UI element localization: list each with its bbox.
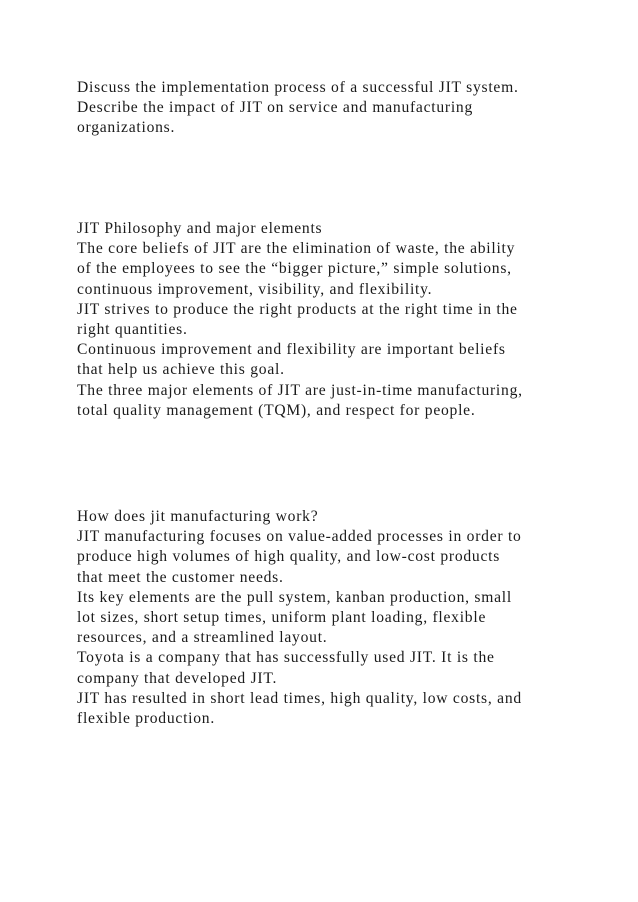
section-heading: JIT Philosophy and major elements — [77, 220, 323, 237]
paragraph-line: produce high volumes of high quality, and low-cost products — [77, 548, 501, 566]
prompt-line: Discuss the implementation process of a successful JIT system. — [77, 79, 519, 96]
paragraph-line: right quantities. — [77, 321, 188, 339]
paragraph-line: that help us achieve this goal. — [77, 361, 285, 379]
paragraph-line: Continuous improvement and flexibility are important beliefs — [77, 341, 506, 359]
prompt-line: organizations. — [77, 119, 176, 137]
paragraph-line: total quality management (TQM), and respect for people. — [77, 401, 476, 419]
paragraph-line: continuous improvement, visibility, and flexibility. — [77, 280, 433, 298]
section-jit-philosophy — [77, 219, 607, 421]
paragraph-line: that meet the customer needs. — [77, 568, 284, 586]
section-heading: How does jit manufacturing work? — [77, 508, 319, 525]
paragraph-line: flexible production. — [77, 710, 215, 728]
paragraph-line: resources, and a streamlined layout. — [77, 629, 328, 647]
paragraph-line: Toyota is a company that has successfully used JIT. It is the — [77, 649, 495, 667]
assignment-prompt — [77, 78, 607, 139]
paragraph-line: company that developed JIT. — [77, 669, 278, 687]
paragraph-line: JIT manufacturing focuses on value-added processes in order to — [77, 528, 522, 546]
paragraph-line: The three major elements of JIT are just-in-time manufacturing, — [77, 381, 523, 399]
paragraph-line: lot sizes, short setup times, uniform plant loading, flexible — [77, 609, 487, 627]
prompt-line: Describe the impact of JIT on service and manufacturing — [77, 99, 474, 117]
paragraph-line: of the employees to see the “bigger picture,” simple solutions, — [77, 260, 512, 278]
paragraph-line: JIT has resulted in short lead times, high quality, low costs, and — [77, 689, 522, 707]
paragraph-line: The core beliefs of JIT are the elimination of waste, the ability — [77, 240, 516, 258]
paragraph-line: JIT strives to produce the right products at the right time in the — [77, 300, 518, 318]
section-jit-manufacturing — [77, 507, 607, 729]
paragraph-line: Its key elements are the pull system, kanban production, small — [77, 588, 512, 606]
